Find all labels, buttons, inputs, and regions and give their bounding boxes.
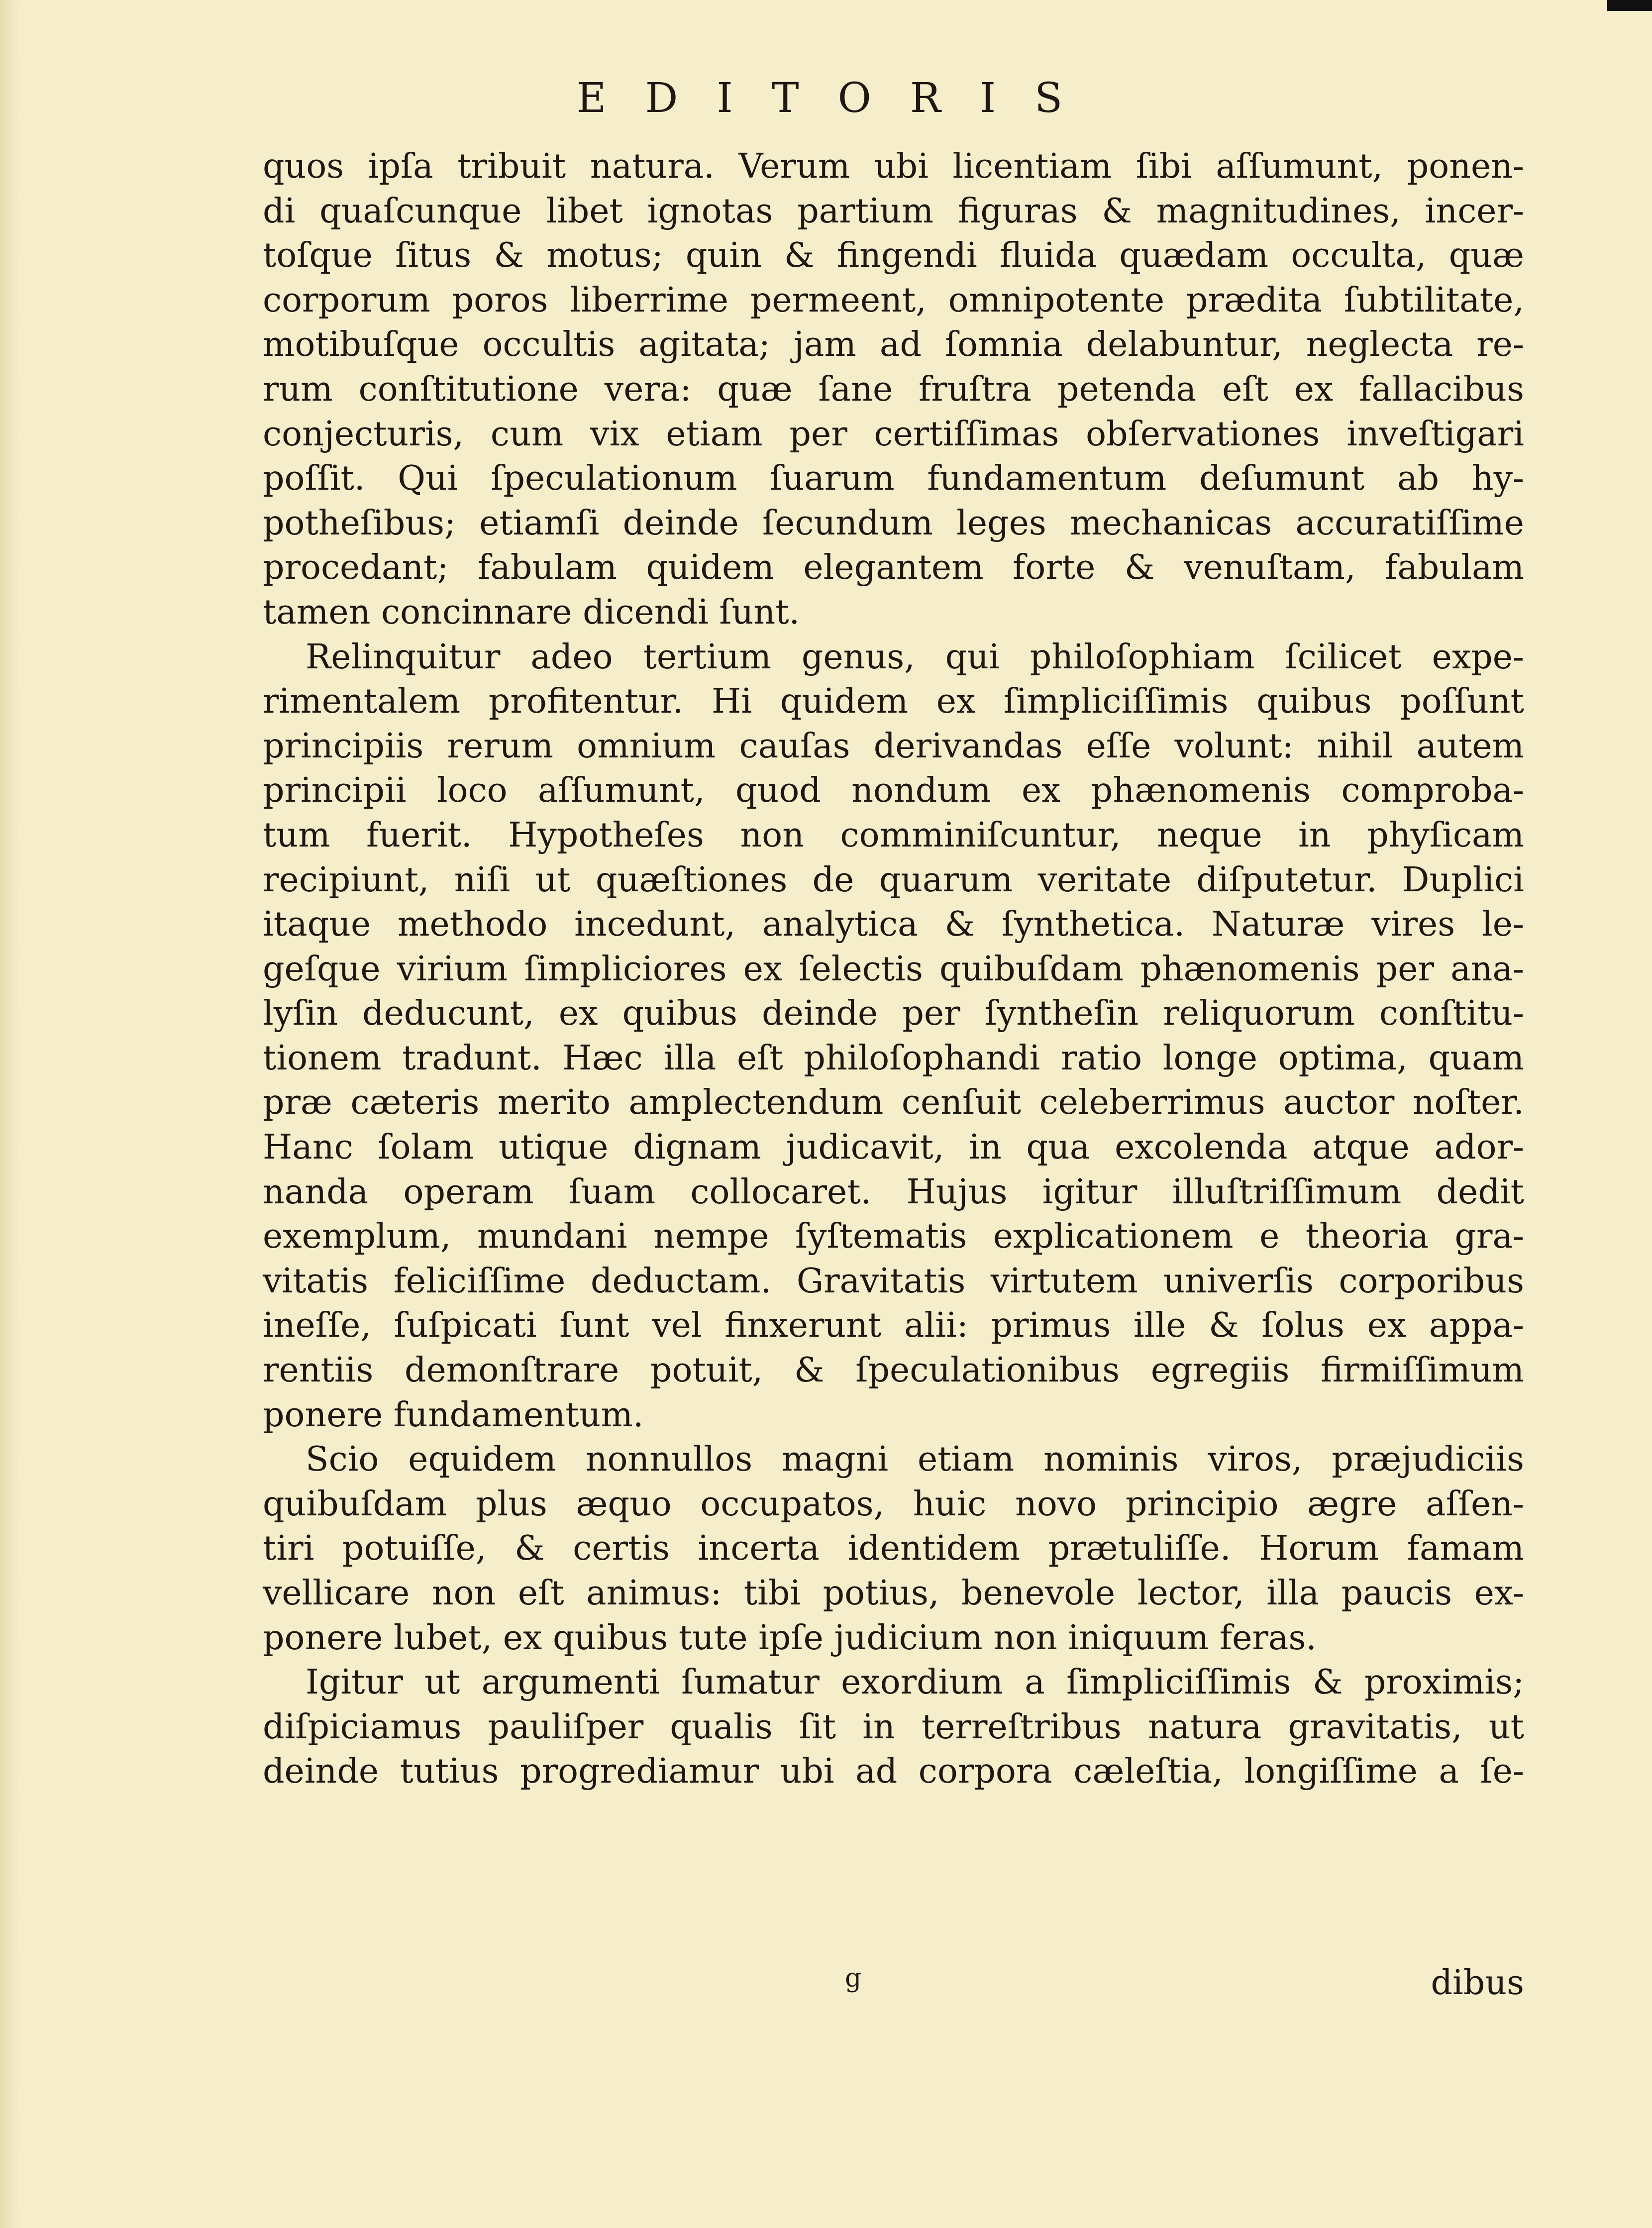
text-line: Igitur ut argumenti ſumatur exordium a ſimpliciſſimis & proximis; (306, 1663, 1524, 1702)
text-line: nanda operam ſuam collocaret. Hujus igitur illuſtriſſimum dedit (263, 1172, 1524, 1212)
text-line: vitatis feliciſſime deductam. Gravitatis virtutem univerſis corporibus (263, 1261, 1524, 1301)
text-line: diſpiciamus pauliſper qualis ſit in terreſtribus natura gravitatis, ut (263, 1707, 1524, 1747)
text-line: quibuſdam plus æquo occupatos, huic novo principio ægre aſſen- (263, 1484, 1524, 1524)
text-line: vellicare non eſt animus: tibi potius, benevole lector, illa paucis ex- (263, 1574, 1524, 1613)
text-line: tionem tradunt. Hæc illa eſt philoſophandi ratio longe optima, quam (263, 1038, 1524, 1078)
text-line: rentiis demonſtrare potuit, & ſpeculationibus egregiis firmiſſimum (263, 1351, 1524, 1390)
text-line: ineſſe, ſuſpicati ſunt vel finxerunt alii: primus ille & ſolus ex appa- (263, 1306, 1524, 1346)
text-line: lyſin deducunt, ex quibus deinde per ſyntheſin reliquorum conſtitu- (263, 994, 1524, 1034)
catchword: dibus (1431, 1963, 1524, 2003)
page-body-text (263, 144, 1524, 1794)
paragraph (263, 144, 1524, 635)
text-line: rum conſtitutione vera: quæ ſane fruſtra petenda eſt ex fallacibus (263, 369, 1524, 409)
page-edge-shadow (0, 0, 20, 2228)
paragraph (263, 635, 1524, 1438)
page-footer (263, 1963, 1524, 2008)
running-header: E D I T O R I S (576, 75, 1076, 122)
text-line: Hanc ſolam utique dignam judicavit, in qua excolenda atque ador- (263, 1128, 1524, 1167)
text-line: tum fuerit. Hypotheſes non comminiſcuntur, neque in phyſicam (263, 815, 1524, 855)
text-line: tiri potuiſſe, & certis incerta identidem prætuliſſe. Horum famam (263, 1529, 1524, 1569)
text-line: poſſit. Qui ſpeculationum ſuarum fundamentum deſumunt ab hy- (263, 459, 1524, 499)
text-line: ponere fundamentum. (263, 1395, 644, 1435)
text-line: geſque virium ſimpliciores ex ſelectis quibuſdam phænomenis per ana- (263, 949, 1524, 989)
text-line: di quaſcunque libet ignotas partium figuras & magnitudines, incer- (263, 191, 1524, 231)
text-line: Relinquitur adeo tertium genus, qui philoſophiam ſcilicet expe- (306, 637, 1524, 677)
paragraph (263, 1437, 1524, 1660)
text-line: quos ipſa tribuit natura. Verum ubi licentiam ſibi aſſumunt, ponen- (263, 147, 1524, 186)
text-line: rimentalem profitentur. Hi quidem ex ſimpliciſſimis quibus poſſunt (263, 682, 1524, 722)
text-line: principii loco aſſumunt, quod nondum ex phænomenis comproba- (263, 771, 1524, 811)
text-line: itaque methodo incedunt, analytica & ſynthetica. Naturæ vires le- (263, 905, 1524, 945)
text-line: Scio equidem nonnullos magni etiam nominis viros, præjudiciis (306, 1440, 1524, 1480)
text-line: deinde tutius progrediamur ubi ad corpora cæleſtia, longiſſime a ſe- (263, 1752, 1524, 1792)
text-line: recipiunt, niſi ut quæſtiones de quarum veritate diſputetur. Duplici (263, 860, 1524, 900)
text-line: exemplum, mundani nempe ſyſtematis explicationem e theoria gra- (263, 1217, 1524, 1257)
text-line: potheſibus; etiamſi deinde ſecundum leges mechanicas accuratiſſime (263, 503, 1524, 543)
text-line: procedant; fabulam quidem elegantem forte & venuſtam, fabulam (263, 548, 1524, 588)
text-line: tamen concinnare dicendi ſunt. (263, 592, 800, 632)
text-line: toſque ſitus & motus; quin & fingendi fluida quædam occulta, quæ (263, 236, 1524, 276)
text-line: ponere lubet, ex quibus tute ipſe judicium non iniquum feras. (263, 1618, 1317, 1658)
scan-corner-mark (1607, 0, 1652, 11)
text-line: motibuſque occultis agitata; jam ad ſomnia delabuntur, neglecta re- (263, 325, 1524, 365)
text-line: præ cæteris merito amplectendum cenſuit celeberrimus auctor noſter. (263, 1083, 1524, 1123)
signature-mark: g (845, 1963, 862, 1993)
text-line: corporum poros liberrime permeent, omnipotente prædita ſubtilitate, (263, 280, 1524, 320)
text-line: conjecturis, cum vix etiam per certiſſimas obſervationes inveſtigari (263, 414, 1524, 454)
paragraph (263, 1660, 1524, 1794)
text-line: principiis rerum omnium cauſas derivandas eſſe volunt: nihil autem (263, 726, 1524, 766)
